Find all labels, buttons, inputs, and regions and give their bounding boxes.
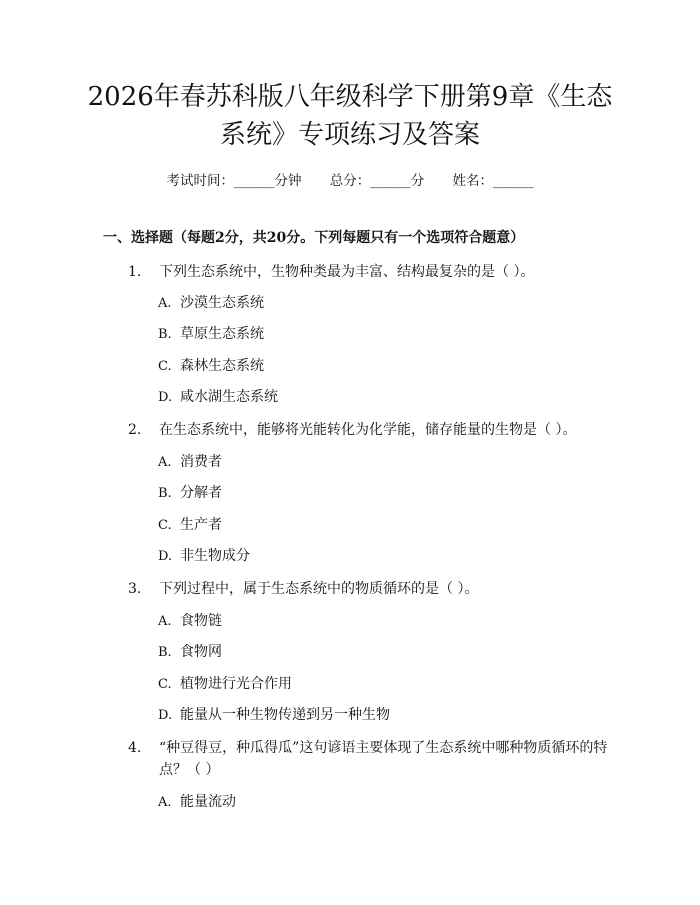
exam-time-label: 考试时间： <box>166 173 234 189</box>
option-2a <box>158 451 222 474</box>
document-title: 2026年春苏科版八年级科学下册第9章《生态系统》专项练习及答案 <box>87 82 613 150</box>
option-text: 咸水湖生态系统 <box>180 389 278 405</box>
option-text: 草原生态系统 <box>180 326 264 342</box>
option-text: 森林生态系统 <box>180 358 264 374</box>
option-text: 能量流动 <box>180 794 236 810</box>
option-text: 食物链 <box>180 613 222 629</box>
option-letter: C. <box>158 359 172 374</box>
section-heading: 一、选择题（每题2分，共20分。下列每题只有一个选项符合题意） <box>103 230 525 246</box>
exam-time-unit: 分钟 <box>274 173 302 189</box>
total-score-label: 总分： <box>329 173 371 189</box>
option-letter: A. <box>158 614 172 629</box>
question-number: 2. <box>128 422 142 438</box>
option-2d <box>158 545 250 568</box>
option-text: 能量从一种生物传递到另一种生物 <box>180 707 390 723</box>
option-letter: D. <box>158 708 173 723</box>
option-1c <box>158 355 264 378</box>
option-letter: A. <box>158 296 172 311</box>
question-text: 在生态系统中，能够将光能转化为化学能，储存能量的生物是（ ）。 <box>159 422 577 438</box>
exam-time-blank: ______ <box>233 173 275 189</box>
option-text: 食物网 <box>180 644 222 660</box>
option-letter: D. <box>158 390 173 405</box>
question-number: 3. <box>128 581 142 597</box>
question-text: “种豆得豆，种瓜得瓜”这句谚语主要体现了生态系统中哪种物质循环的特点？（ ） <box>159 740 608 778</box>
option-text: 植物进行光合作用 <box>180 676 292 692</box>
option-letter: B. <box>158 486 172 501</box>
option-letter: A. <box>158 795 172 810</box>
question-number: 4. <box>128 740 142 756</box>
student-name <box>453 169 534 189</box>
option-2c <box>158 514 222 537</box>
total-score-blank: ______ <box>370 173 411 189</box>
option-3d <box>158 704 390 727</box>
option-3b <box>158 641 222 664</box>
option-text: 生产者 <box>180 517 222 533</box>
question-text: 下列过程中，属于生态系统中的物质循环的是（ ）。 <box>159 581 479 597</box>
total-score-unit: 分 <box>410 173 425 189</box>
option-letter: B. <box>158 327 172 342</box>
option-letter: B. <box>158 645 172 660</box>
option-4a <box>158 791 236 814</box>
option-text: 沙漠生态系统 <box>180 295 264 311</box>
question-1 <box>128 261 608 283</box>
option-letter: C. <box>158 677 172 692</box>
option-letter: D. <box>158 549 173 564</box>
option-2b <box>158 482 222 505</box>
option-3a <box>158 610 222 633</box>
option-1d <box>158 386 278 409</box>
option-1a <box>158 292 264 315</box>
option-text: 消费者 <box>180 454 222 470</box>
question-4 <box>128 737 608 781</box>
question-2 <box>128 419 608 441</box>
exam-time <box>166 169 301 189</box>
option-letter: A. <box>158 455 172 470</box>
question-3 <box>128 578 608 600</box>
student-name-label: 姓名： <box>452 173 494 189</box>
total-score <box>330 169 425 189</box>
option-1b <box>158 323 264 346</box>
student-name-blank: ______ <box>493 173 534 189</box>
option-text: 非生物成分 <box>180 548 250 564</box>
option-text: 分解者 <box>180 485 222 501</box>
option-3c <box>158 673 292 696</box>
exam-info-line <box>0 169 700 189</box>
question-number: 1. <box>128 264 142 280</box>
question-text: 下列生态系统中，生物种类最为丰富、结构最复杂的是（ ）。 <box>159 264 535 280</box>
option-letter: C. <box>158 518 172 533</box>
